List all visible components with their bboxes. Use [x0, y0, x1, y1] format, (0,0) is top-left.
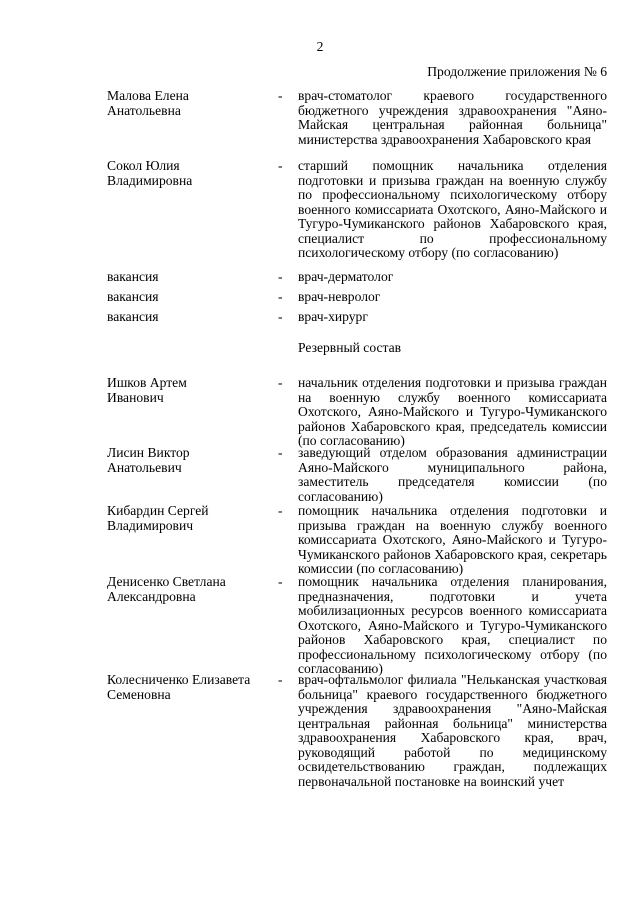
member-name: Кибардин Сергей Владимирович — [107, 503, 209, 533]
member-description: помощник начальника отделения планирования, предназначения, подготовки и учета мобилизационных ресурсов военного комиссариата Охотского, Аяно-Майского и Тугуро-Чумиканского районов Хабаровского края, специалист по профессиональному психологическому отбору (по согласованию) — [298, 574, 607, 676]
reserve-row-4 — [0, 575, 640, 677]
member-name: Колесниченко Елизавета Семеновна — [107, 672, 251, 702]
member-description: врач-офтальмолог филиала "Нельканская участковая больница" краевого государственного бюджетного учреждения здравоохранения "Аяно-Майская центральная районная больница" министерства здравоохранения Хабаровского края, врач, руководящий работой по медицинскому освидетельствованию граждан, подлежащих первоначальной постановке на воинский учет — [298, 672, 607, 789]
reserve-member-row — [0, 376, 640, 449]
member-name: Сокол Юлия Владимировна — [107, 158, 193, 188]
member-dash: - — [278, 574, 283, 589]
continuation-note: Продолжение приложения № 6 — [427, 64, 607, 79]
member-row — [0, 290, 640, 305]
member-dash: - — [278, 672, 283, 687]
member-dash: - — [278, 269, 283, 284]
member-dash: - — [278, 309, 283, 324]
member-name: Лисин Виктор Анатольевич — [107, 445, 190, 475]
member-name: Денисенко Светлана Александровна — [107, 574, 226, 604]
member-name: вакансия — [107, 269, 159, 284]
main-members-list-2 — [0, 159, 640, 261]
member-description: врач-хирург — [298, 309, 368, 324]
member-row — [0, 159, 640, 261]
member-dash: - — [278, 158, 283, 173]
member-dash: - — [278, 445, 283, 460]
member-name: Ишков Артем Иванович — [107, 375, 187, 405]
vacancy-row-2 — [0, 290, 640, 305]
member-description: начальник отделения подготовки и призыва граждан на военную службу военного комиссариата Охотского, Аяно-Майского и Тугуро-Чумиканского районов Хабаровского края, председатель комиссии (по согласованию) — [298, 375, 607, 448]
member-dash: - — [278, 375, 283, 390]
member-name: вакансия — [107, 309, 159, 324]
main-members-list — [0, 89, 640, 159]
member-row — [0, 310, 640, 325]
reserve-member-row — [0, 446, 640, 504]
member-row — [0, 89, 640, 159]
reserve-heading: Резервный состав — [298, 340, 402, 355]
reserve-row-2 — [0, 446, 640, 504]
reserve-row-5 — [0, 673, 640, 789]
reserve-row-1 — [0, 376, 640, 449]
member-description: заведующий отделом образования администрации Аяно-Майского муниципального района, заместитель председателя комиссии (по согласованию) — [298, 445, 607, 504]
reserve-member-row — [0, 673, 640, 789]
member-description: помощник начальника отделения подготовки и призыва граждан на военную службу военного комиссариата Охотского, Аяно-Майского и Тугуро-Чумиканского районов Хабаровского края, секретарь комиссии (по согласованию) — [298, 503, 607, 576]
reserve-row-3 — [0, 504, 640, 577]
member-name: вакансия — [107, 289, 159, 304]
member-row — [0, 270, 640, 285]
member-dash: - — [278, 88, 283, 103]
vacancy-row-1 — [0, 270, 640, 285]
member-description: врач-дерматолог — [298, 269, 394, 284]
member-dash: - — [278, 289, 283, 304]
reserve-member-row — [0, 575, 640, 677]
page-number: 2 — [316, 39, 324, 54]
reserve-member-row — [0, 504, 640, 577]
member-description: врач-стоматолог краевого государственного бюджетного учреждения здравоохранения "Аяно-Майская центральная районная больница" министерства здравоохранения Хабаровского края — [298, 88, 607, 147]
member-description: врач-невролог — [298, 289, 381, 304]
member-name: Малова Елена Анатольевна — [107, 88, 189, 118]
member-description: старший помощник начальника отделения подготовки и призыва граждан на военную службу по профессиональному психологическому отбору военного комиссариата Охотского, Аяно-Майского и Тугуро-Чумиканского районов Хабаровского края, специалист по профессиональному психологическому отбору (по согласованию) — [298, 158, 607, 260]
vacancy-row-3 — [0, 310, 640, 325]
member-dash: - — [278, 503, 283, 518]
